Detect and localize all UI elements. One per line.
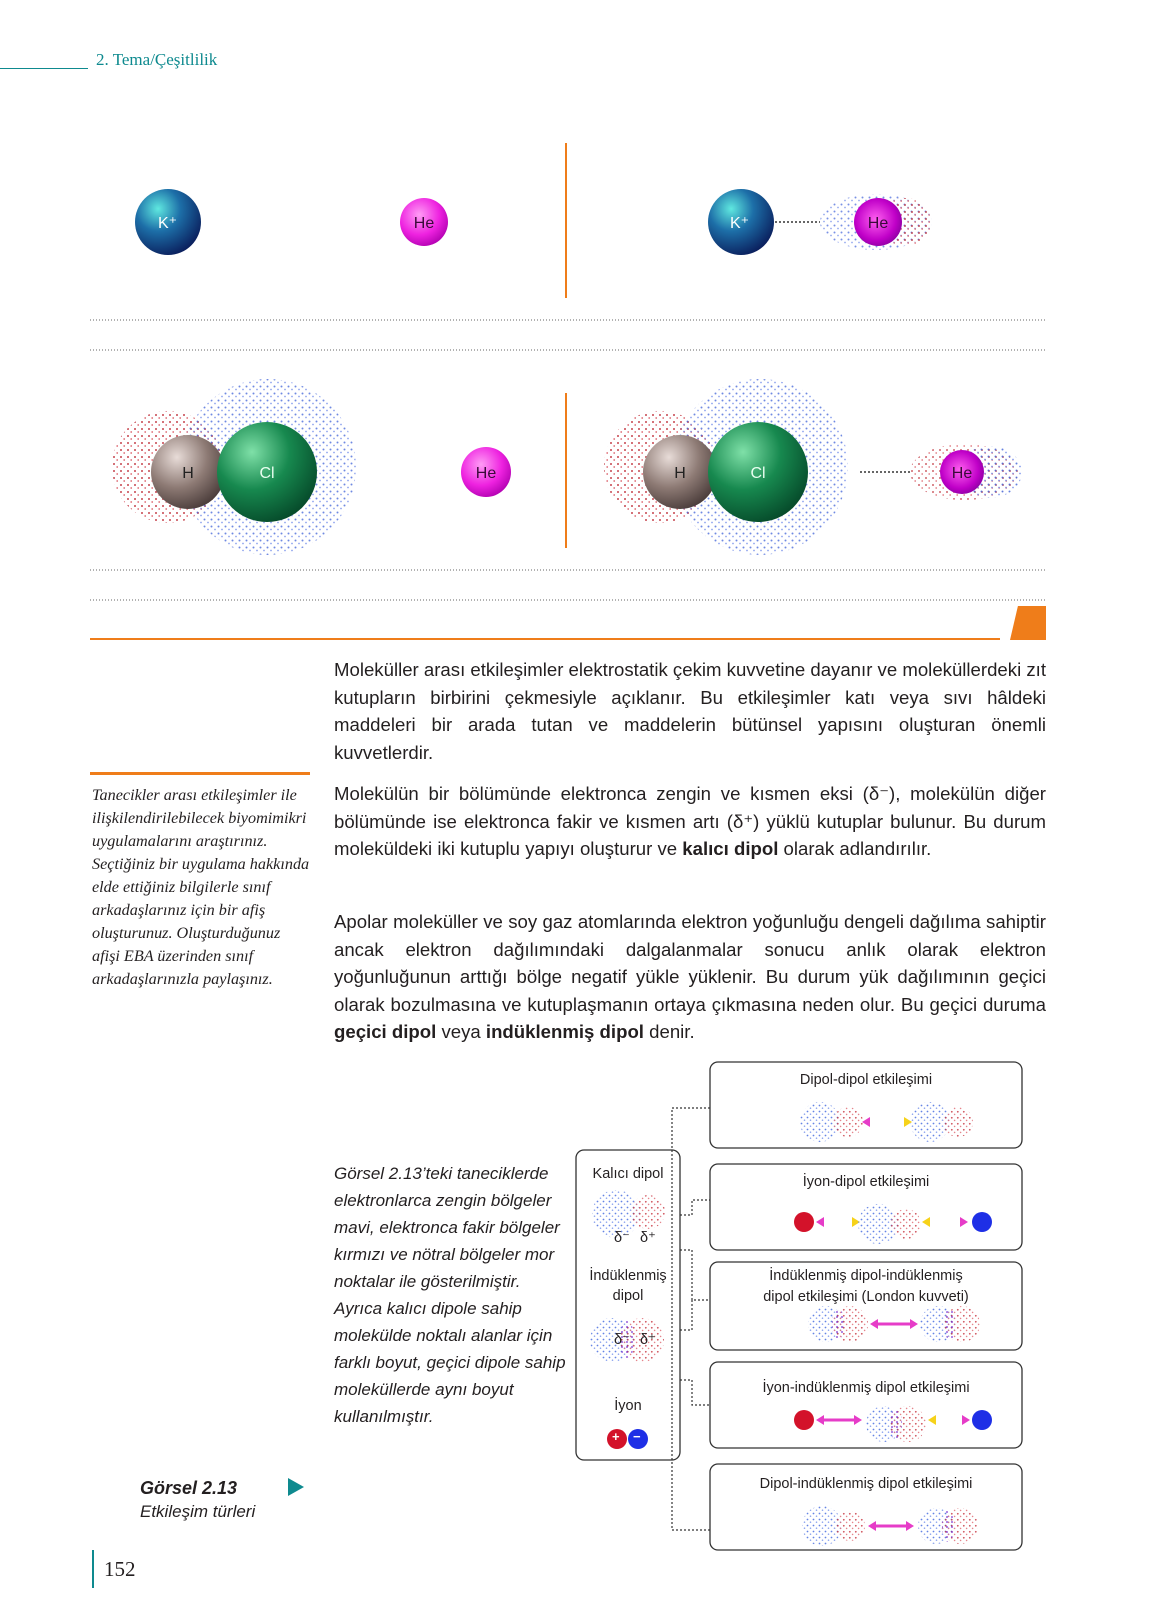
box-title-ion-dipole: İyon-dipol etkileşimi (802, 1174, 930, 1190)
neutral-region-icon (890, 1408, 902, 1440)
atom-label: He (413, 215, 435, 232)
legend-delta-plus: δ⁺ (640, 1230, 656, 1246)
cation-icon (794, 1212, 814, 1232)
ion-label: K⁺ (730, 215, 750, 232)
paragraph-intro: Moleküller arası etkileşimler elektrostatik çekim kuvvetine dayanır ve moleküllerdeki zıt kutupların birbirini çekmesiyle açıklanır. Bu etkileşimler katı veya sıvı hâldeki maddeleri bir arada tutan ve maddelerin bütünsel yapısını oluşturan önemli kuvvetlerdir. (334, 659, 1046, 763)
legend-ion-label: İyon (614, 1398, 642, 1414)
figure-subtitle: Etkileşim türleri (140, 1502, 256, 1521)
plus-sign: + (612, 1429, 620, 1444)
legend-induced-dipole-label-1: İndüklenmiş (589, 1268, 667, 1284)
page-number: 152 (104, 1557, 136, 1581)
legend-delta-plus: δ⁺ (640, 1332, 656, 1348)
dipole-molecule-icon (835, 1511, 865, 1541)
box-title-london-2: dipol etkileşimi (London kuvveti) (763, 1289, 969, 1305)
permanent-dipole-positive-icon (631, 1195, 665, 1229)
term-permanent-dipole: kalıcı dipol (682, 838, 779, 859)
dipole-molecule-icon (833, 1107, 863, 1137)
dipole-molecule-icon (891, 1209, 921, 1239)
hydrogen-label: H (182, 465, 194, 482)
hydrogen-label: H (674, 465, 686, 482)
legend-delta-minus: δ⁻ (614, 1332, 630, 1348)
page-number-bar (92, 1550, 94, 1588)
atom-label: He (475, 465, 497, 482)
ion-induced-dipole-box (710, 1362, 1022, 1448)
interaction-diagram (560, 1050, 1040, 1570)
dipole-molecule-icon (943, 1107, 973, 1137)
legend-induced-dipole-label-2: dipol (612, 1288, 644, 1304)
ion-label: K⁺ (158, 215, 178, 232)
play-arrow-icon (288, 1478, 304, 1496)
paragraph-permanent-dipole: Molekülün bir bölümünde elektronca zengin ve kısmen eksi (δ⁻), molekülün diğer bölümünde ise elektronca fakir ve kısmen artı (δ⁺) yüklü kutuplar bulunur. Bu durum moleküldeki iki kutuplu yapıyı oluşturur ve kalıcı dipol olarak adlandırılır. (334, 783, 1046, 859)
side-note-rule (90, 772, 310, 775)
side-note: Tanecikler arası etkileşimler ile ilişkilendirilebilecek biyomimikri uygulamalarını araştırınız. Seçtiğiniz bir uygulama hakkında elde ettiğiniz bilgilerle sınıf arkadaşlarınız için bir afiş oluşturunuz. Oluşturduğunuz afişi EBA üzerinden sınıf arkadaşlarınızla paylaşınız. (92, 786, 310, 988)
box-title-dipole-induced-dipole: Dipol-indüklenmiş dipol etkileşimi (759, 1476, 973, 1492)
atom-label: He (951, 465, 973, 482)
figure-caption: Görsel 2.13’teki taneciklerde elektronlarca zengin bölgeler mavi, elektronca fakir bölgeler kırmızı ve nötral bölgeler mor noktalar ile gösterilmiştir. Ayrıca kalıcı dipole sahip molekülde noktalı alanlar için farklı boyut, geçici dipole sahip moleküllerde aynı boyut kullanılmıştır. (334, 1164, 566, 1426)
neutral-region-icon (944, 1308, 956, 1340)
box-title-london-1: İndüklenmiş dipol-indüklenmiş (769, 1268, 963, 1284)
figure-title: Görsel 2.13 (140, 1478, 238, 1498)
box-title-ion-induced-dipole: İyon-indüklenmiş dipol etkileşimi (762, 1380, 970, 1396)
term-temporary-dipole: geçici dipol (334, 1021, 437, 1042)
section-rule (90, 638, 1000, 640)
chlorine-label: Cl (750, 465, 766, 482)
neutral-region-icon (942, 1510, 954, 1542)
cation-icon (794, 1410, 814, 1430)
section-header: 2. Tema/Çeşitlilik (96, 50, 218, 69)
chlorine-label: Cl (259, 465, 275, 482)
atom-illustration (0, 0, 1152, 640)
term-induced-dipole: indüklenmiş dipol (485, 1021, 644, 1042)
paragraph-induced-dipole: Apolar moleküller ve soy gaz atomlarında elektron yoğunluğu dengeli dağılıma sahiptir ancak elektron dağılımındaki dalgalanmalar sonucu anlık olarak elektron yoğunluğunun arttığı bölge negatif yükle yüklenir. Bu durum yük dağılımının geçici olarak bozulmasına ve kutuplaşmanın ortaya çıkmasına neden olur. Bu geçici duruma geçici dipol veya indüklenmiş dipol denir. (334, 911, 1046, 1042)
legend-permanent-dipole-label: Kalıcı dipol (592, 1166, 664, 1182)
box-title-dipole-dipole: Dipol-dipol etkileşimi (799, 1072, 933, 1088)
legend-delta-minus: δ⁻ (614, 1230, 630, 1246)
neutral-region-icon (832, 1308, 844, 1340)
atom-label: He (867, 215, 889, 232)
minus-sign: − (633, 1429, 641, 1444)
anion-icon (972, 1212, 992, 1232)
anion-icon (972, 1410, 992, 1430)
